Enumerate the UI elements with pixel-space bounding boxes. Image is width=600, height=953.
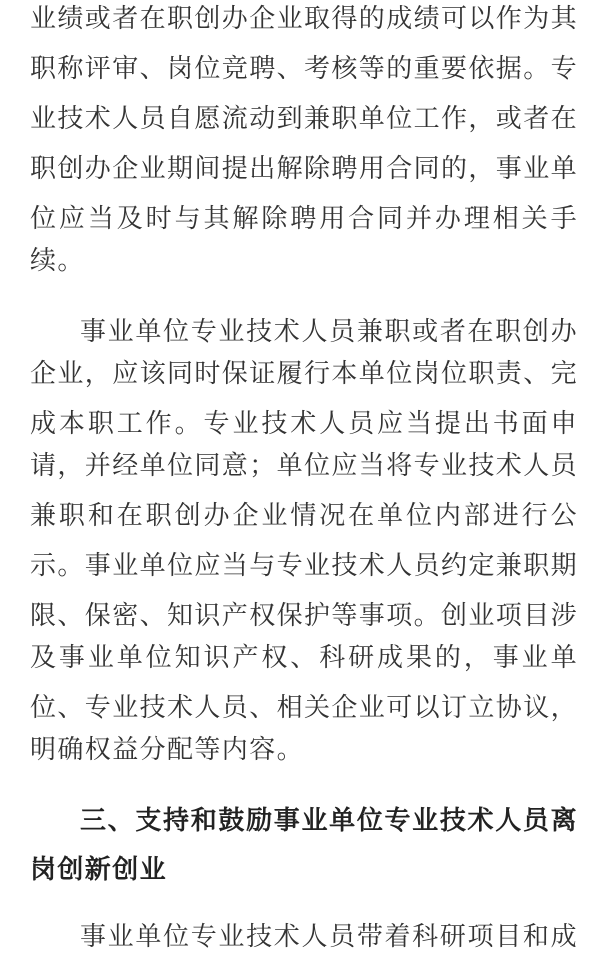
text-line: 续。 (30, 246, 85, 276)
text-line: 示。事业单位应当与专业技术人员约定兼职期 (30, 551, 579, 581)
text-line: 位、专业技术人员、相关企业可以订立协议， (30, 693, 579, 723)
heading-line: 三、支持和鼓励事业单位专业技术人员离 (80, 806, 578, 836)
text-line: 明确权益分配等内容。 (30, 735, 305, 765)
text-line: 限、保密、知识产权保护等事项。创业项目涉 (30, 601, 579, 631)
text-line: 企业，应该同时保证履行本单位岗位职责、完 (30, 359, 579, 389)
text-line: 业绩或者在职创办企业取得的成绩可以作为其 (30, 4, 579, 34)
text-line: 事业单位专业技术人员带着科研项目和成 (80, 922, 578, 952)
text-line: 职称评审、岗位竞聘、考核等的重要依据。专 (30, 54, 579, 84)
text-line: 及事业单位知识产权、科研成果的，事业单 (30, 643, 578, 673)
text-line: 请，并经单位同意；单位应当将专业技术人员 (30, 451, 579, 481)
text-line: 位应当及时与其解除聘用合同并办理相关手 (30, 204, 578, 234)
text-line: 成本职工作。专业技术人员应当提出书面申 (30, 409, 578, 439)
text-line: 事业单位专业技术人员兼职或者在职创办 (80, 317, 578, 347)
text-line: 业技术人员自愿流动到兼职单位工作，或者在 (30, 104, 579, 134)
text-line: 兼职和在职创办企业情况在单位内部进行公 (30, 501, 578, 531)
text-line: 职创办企业期间提出解除聘用合同的，事业单 (30, 154, 579, 184)
heading-line: 岗创新创业 (30, 855, 168, 885)
